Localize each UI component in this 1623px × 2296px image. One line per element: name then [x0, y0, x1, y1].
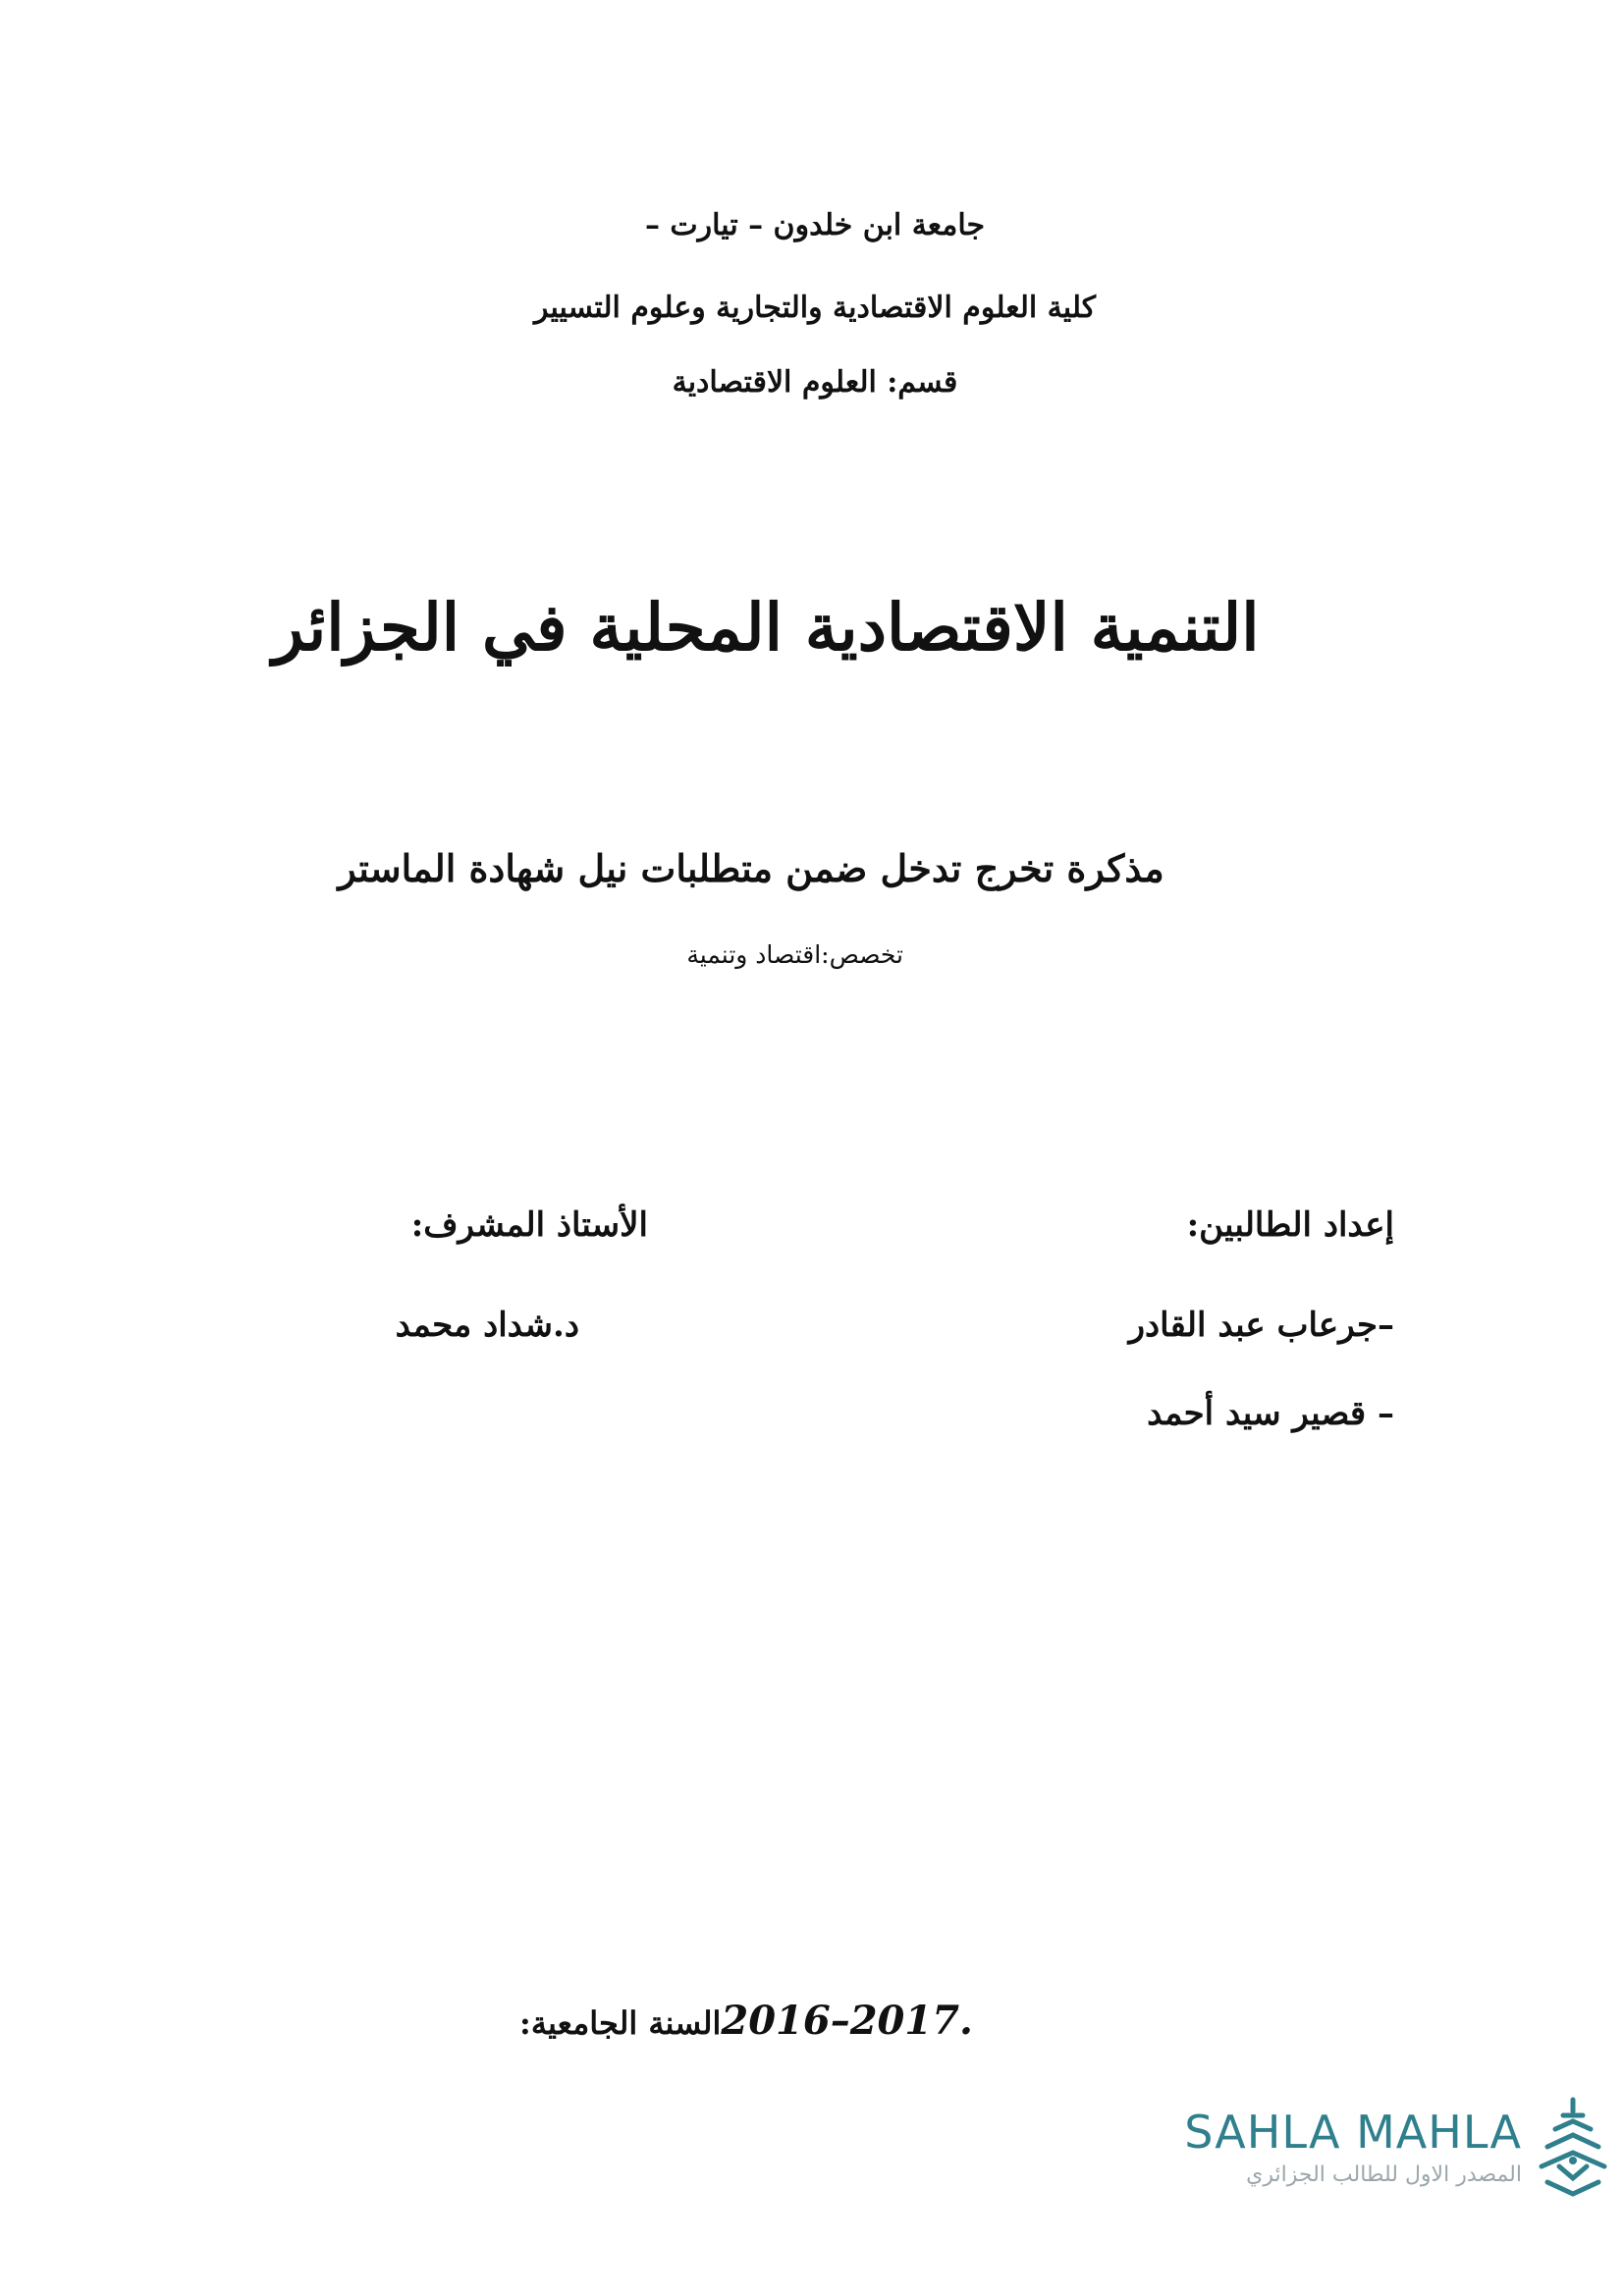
logo-tagline: المصدر الاول للطالب الجزائري [1246, 2163, 1522, 2187]
faculty-name: كلية العلوم الاقتصادية والتجارية وعلوم التسيير [533, 291, 1097, 325]
academic-year-label: السنة الجامعية: [519, 2004, 722, 2042]
supervisor-label: الأستاذ المشرف: [410, 1205, 648, 1245]
students-label: إعداد الطالبين: [1186, 1205, 1394, 1245]
sahla-mahla-logo [1168, 2096, 1615, 2204]
academic-year-value: 2016–2017. [721, 1998, 973, 2044]
student-name: – قصير سيد أحمد [1147, 1394, 1394, 1433]
university-name: جامعة ابن خلدون – تيارت – [644, 208, 986, 242]
sahla-mahla-emblem-icon [1534, 2096, 1612, 2202]
student-name: –جرعاب عبد القادر [1128, 1306, 1394, 1345]
specialty-line: تخصص:اقتصاد وتنمية [686, 940, 903, 969]
department-name: قسم: العلوم الاقتصادية [672, 365, 958, 400]
logo-wordmark: SAHLA MAHLA [1184, 2106, 1522, 2159]
thesis-subtitle: مذكرة تخرج تدخل ضمن متطلبات نيل شهادة الماستر [338, 846, 1164, 890]
academic-year [491, 1998, 1001, 2044]
supervisor-name: د.شداد محمد [395, 1306, 579, 1345]
thesis-title: التنمية الاقتصادية المحلية في الجزائر [272, 589, 1260, 666]
